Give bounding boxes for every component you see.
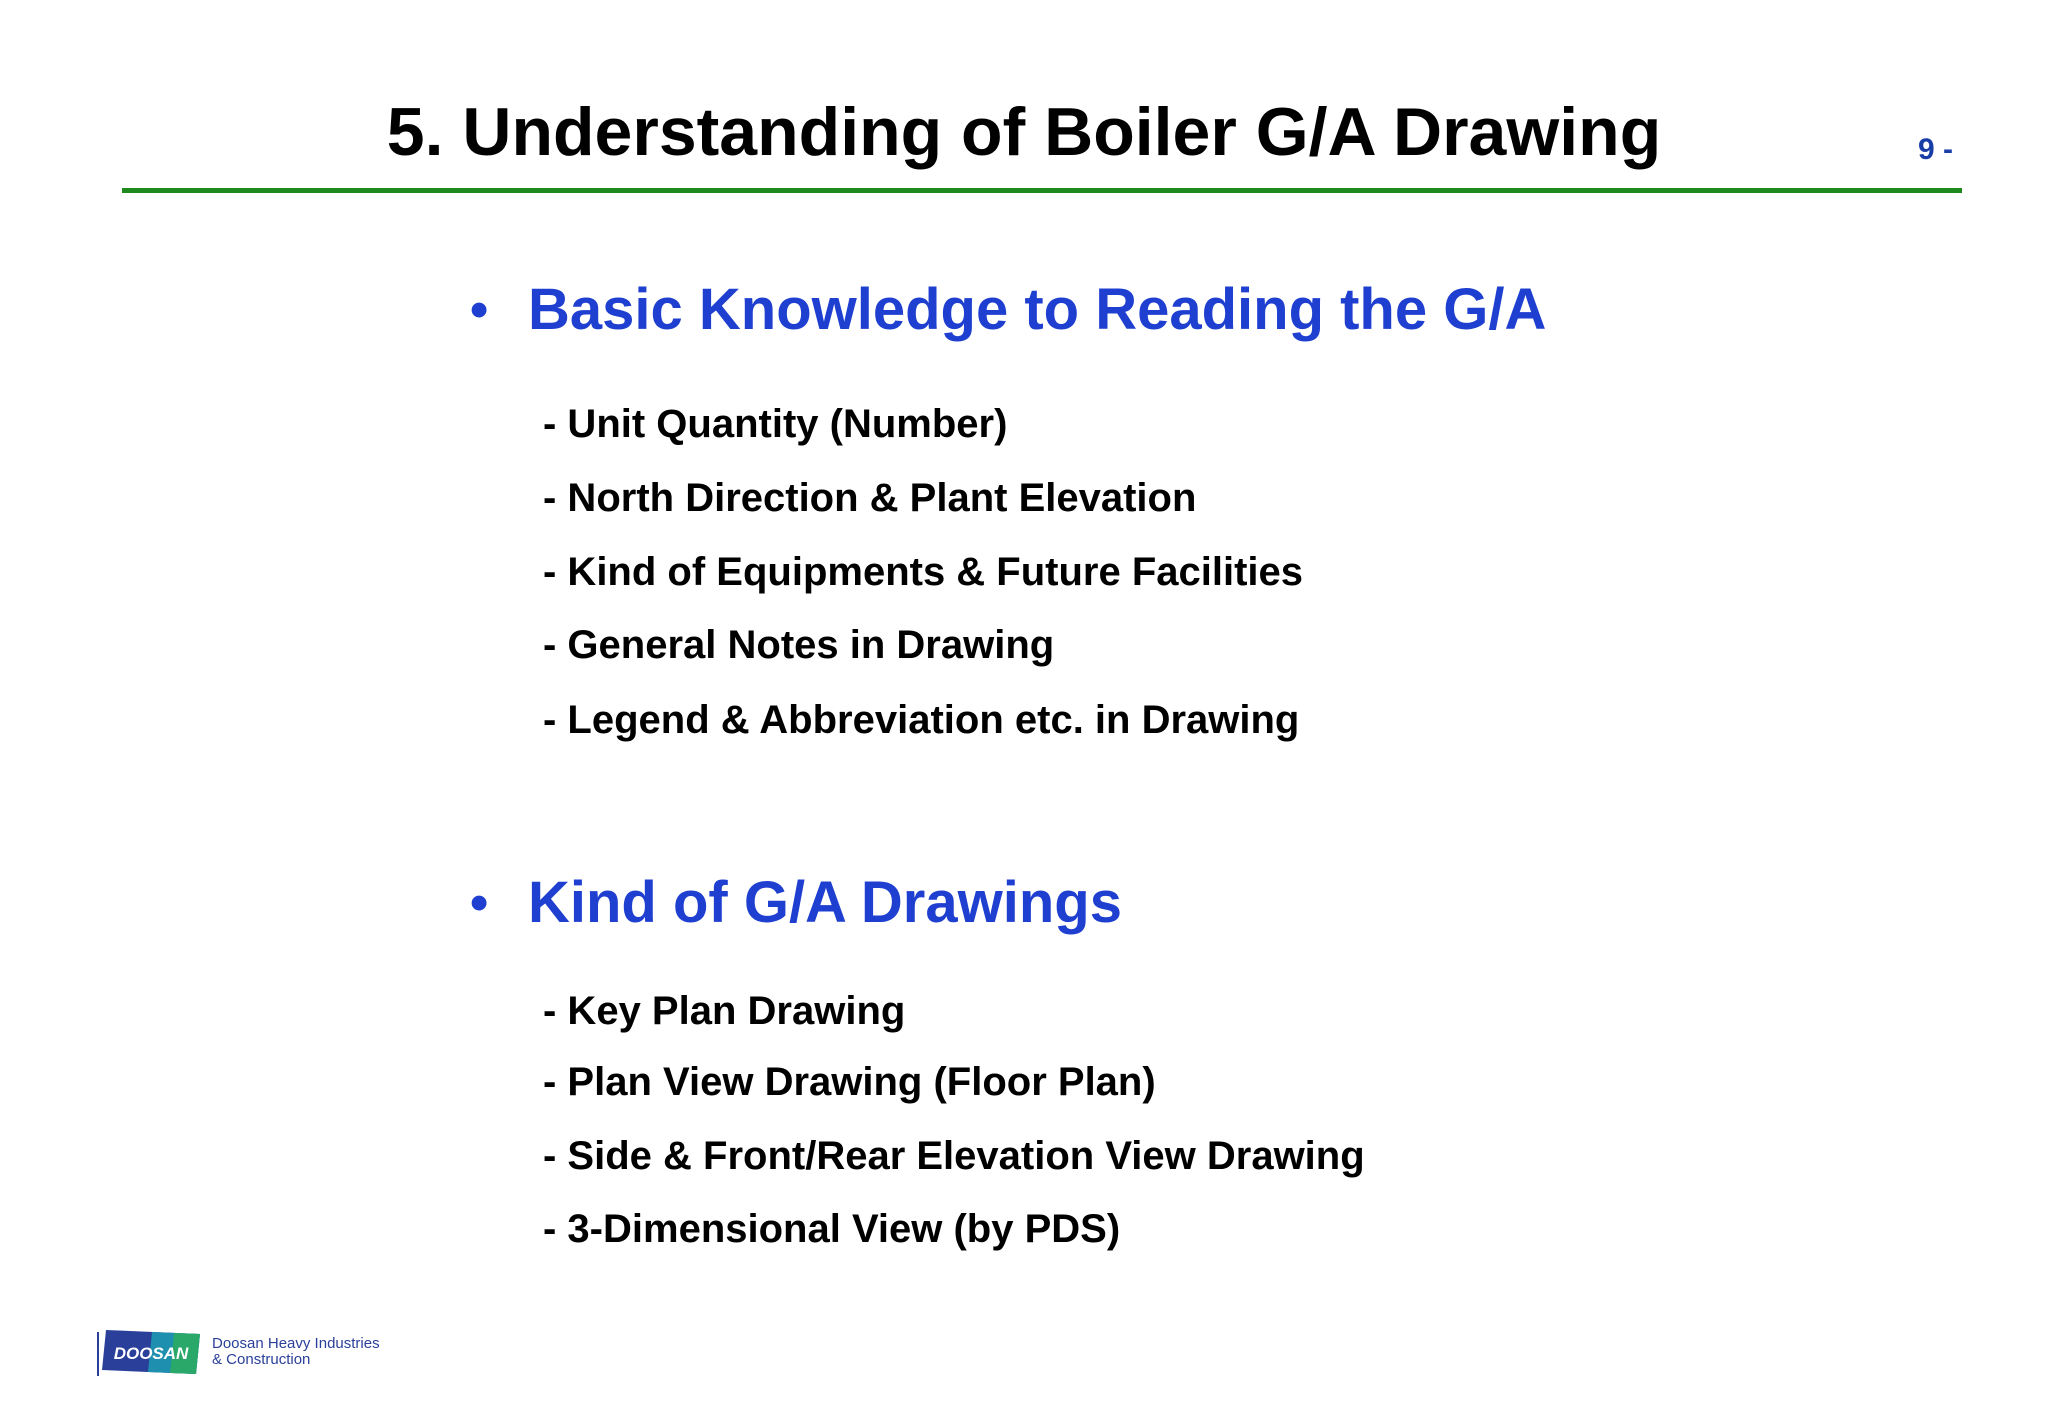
slide-title: 5. Understanding of Boiler G/A Drawing <box>386 94 1662 170</box>
company-name-line2: & Construction <box>212 1351 311 1368</box>
list-item: - Legend & Abbreviation etc. in Drawing <box>543 698 1300 742</box>
logo-wordmark: DOOSAN <box>113 1344 189 1363</box>
company-name-line1: Doosan Heavy Industries <box>212 1335 380 1352</box>
section-heading-kind-of-drawings <box>470 868 1122 938</box>
title-divider <box>122 188 1962 193</box>
bullet-icon: • <box>470 874 489 932</box>
bullet-icon: • <box>470 281 489 339</box>
list-item: - Plan View Drawing (Floor Plan) <box>543 1060 1156 1104</box>
list-item: - 3-Dimensional View (by PDS) <box>543 1207 1121 1251</box>
section-heading-basic-knowledge <box>470 275 1546 345</box>
list-item: - Side & Front/Rear Elevation View Drawing <box>543 1134 1365 1178</box>
list-item: - Key Plan Drawing <box>543 989 906 1033</box>
company-name <box>212 1336 380 1368</box>
list-item: - Unit Quantity (Number) <box>543 402 1008 446</box>
page-number: 9 - <box>1917 133 1953 166</box>
list-item: - North Direction & Plant Elevation <box>543 476 1197 520</box>
section-heading-text: Kind of G/A Drawings <box>528 870 1122 935</box>
list-item: - Kind of Equipments & Future Facilities <box>543 550 1304 594</box>
doosan-logo-mark <box>96 1326 204 1378</box>
company-logo <box>96 1326 380 1378</box>
list-item: - General Notes in Drawing <box>543 623 1055 667</box>
section-heading-text: Basic Knowledge to Reading the G/A <box>528 277 1547 342</box>
